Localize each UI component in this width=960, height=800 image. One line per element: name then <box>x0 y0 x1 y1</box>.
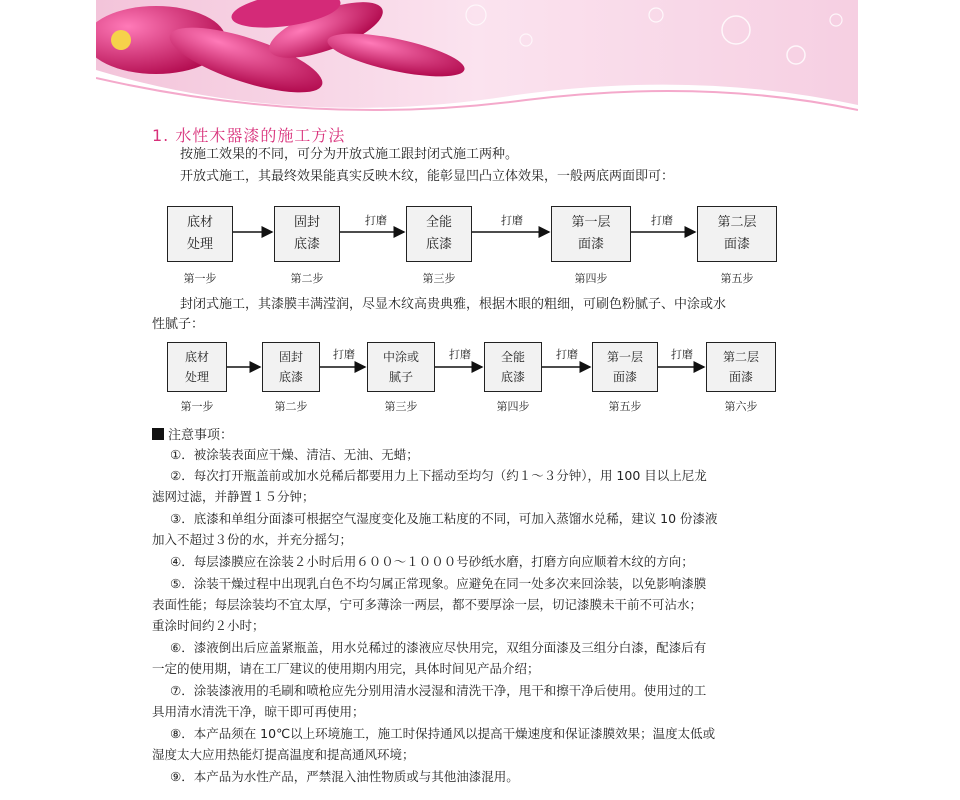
open-arrow-label-3: 打磨 <box>651 214 673 227</box>
note-line: ⑨．本产品为水性产品，严禁混入油性物质或与其他油漆混用。 <box>170 769 519 784</box>
closed-flow-box-4: 全能 底漆 <box>484 342 542 392</box>
closed-flow-box-1: 底材 处理 <box>167 342 227 392</box>
open-step-2: 第二步 <box>290 272 324 285</box>
closed-step-6: 第六步 <box>724 400 758 413</box>
open-arrow-label-2: 打磨 <box>501 214 523 227</box>
note-line: 具用清水清洗干净，晾干即可再使用； <box>152 704 365 719</box>
closed-arrow-label-2: 打磨 <box>449 348 471 361</box>
page-title: 1. 水性木器漆的施工方法 <box>152 126 346 145</box>
note-line: ⑦．涂装漆液用的毛刷和喷枪应先分别用清水浸湿和清洗干净，甩干和擦干净后使用。使用过的工 <box>170 683 707 698</box>
note-line: 表面性能；每层涂装均不宜太厚，宁可多薄涂一两层，都不要厚涂一层，切记漆膜未干前不可沾水； <box>152 597 703 612</box>
notes-title: 注意事项： <box>152 424 233 443</box>
note-line: ①．被涂装表面应干燥、清洁、无油、无蜡； <box>170 447 419 462</box>
closed-flow-box-6: 第二层 面漆 <box>706 342 776 392</box>
closed-step-3: 第三步 <box>384 400 418 413</box>
note-line: 一定的使用期，请在工厂建议的使用期内用完，具体时间见产品介绍； <box>152 661 540 676</box>
closed-text-2: 性腻子： <box>152 317 205 332</box>
closed-text-1: 封闭式施工，其漆膜丰满滢润，尽显木纹高贵典雅，根据木眼的粗细，可刷色粉腻子、中涂或水 <box>180 297 727 312</box>
note-line: 滤网过滤，并静置１５分钟； <box>152 489 315 504</box>
black-square-icon <box>152 428 164 440</box>
open-flow-box-3: 全能 底漆 <box>406 206 472 262</box>
closed-step-5: 第五步 <box>608 400 642 413</box>
note-line: 重涂时间约２小时； <box>152 618 265 633</box>
closed-step-4: 第四步 <box>496 400 530 413</box>
closed-step-2: 第二步 <box>274 400 308 413</box>
note-line: ⑥．漆液倒出后应盖紧瓶盖，用水兑稀过的漆液应尽快用完，双组分面漆及三组分白漆，配漆后有 <box>170 640 707 655</box>
closed-step-1: 第一步 <box>180 400 214 413</box>
closed-flow-box-3: 中涂或 腻子 <box>367 342 435 392</box>
closed-flow-box-2: 固封 底漆 <box>262 342 320 392</box>
open-step-4: 第四步 <box>574 272 608 285</box>
note-line: ⑤．涂装干燥过程中出现乳白色不均匀属正常现象。应避免在同一处多次来回涂装，以免影响漆膜 <box>170 576 707 591</box>
closed-flow-box-5: 第一层 面漆 <box>592 342 658 392</box>
open-arrow-label-1: 打磨 <box>365 214 387 227</box>
open-step-1: 第一步 <box>183 272 217 285</box>
closed-arrow-label-4: 打磨 <box>671 348 693 361</box>
open-flow-box-1: 底材 处理 <box>167 206 233 262</box>
intro-text-1: 按施工效果的不同，可分为开放式施工跟封闭式施工两种。 <box>180 147 519 162</box>
open-step-3: 第三步 <box>422 272 456 285</box>
open-flow-box-5: 第二层 面漆 <box>697 206 777 262</box>
open-flow-box-4: 第一层 面漆 <box>551 206 631 262</box>
closed-arrow-label-1: 打磨 <box>333 348 355 361</box>
note-line: 加入不超过３份的水，并充分摇匀； <box>152 532 353 547</box>
note-line: ②．每次打开瓶盖前或加水兑稀后都要用力上下摇动至均匀（约１～３分钟），用 100 目以上尼龙 <box>170 468 707 483</box>
open-step-5: 第五步 <box>720 272 754 285</box>
note-line: 湿度太大应用热能灯提高温度和提高通风环境； <box>152 747 415 762</box>
open-flow-box-2: 固封 底漆 <box>274 206 340 262</box>
intro-text-2: 开放式施工，其最终效果能真实反映木纹，能彰显凹凸立体效果，一般两底两面即可： <box>180 169 675 184</box>
note-line: ④．每层漆膜应在涂装２小时后用６００～１０００号砂纸水磨，打磨方向应顺着木纹的方向； <box>170 554 694 569</box>
note-line: ③．底漆和单组分面漆可根据空气湿度变化及施工粘度的不同，可加入蒸馏水兑稀，建议 10 份漆液 <box>170 511 718 526</box>
note-line: ⑧．本产品须在 10℃以上环境施工，施工时保持通风以提高干燥速度和保证漆膜效果；温度太低或 <box>170 726 716 741</box>
closed-arrow-label-3: 打磨 <box>556 348 578 361</box>
